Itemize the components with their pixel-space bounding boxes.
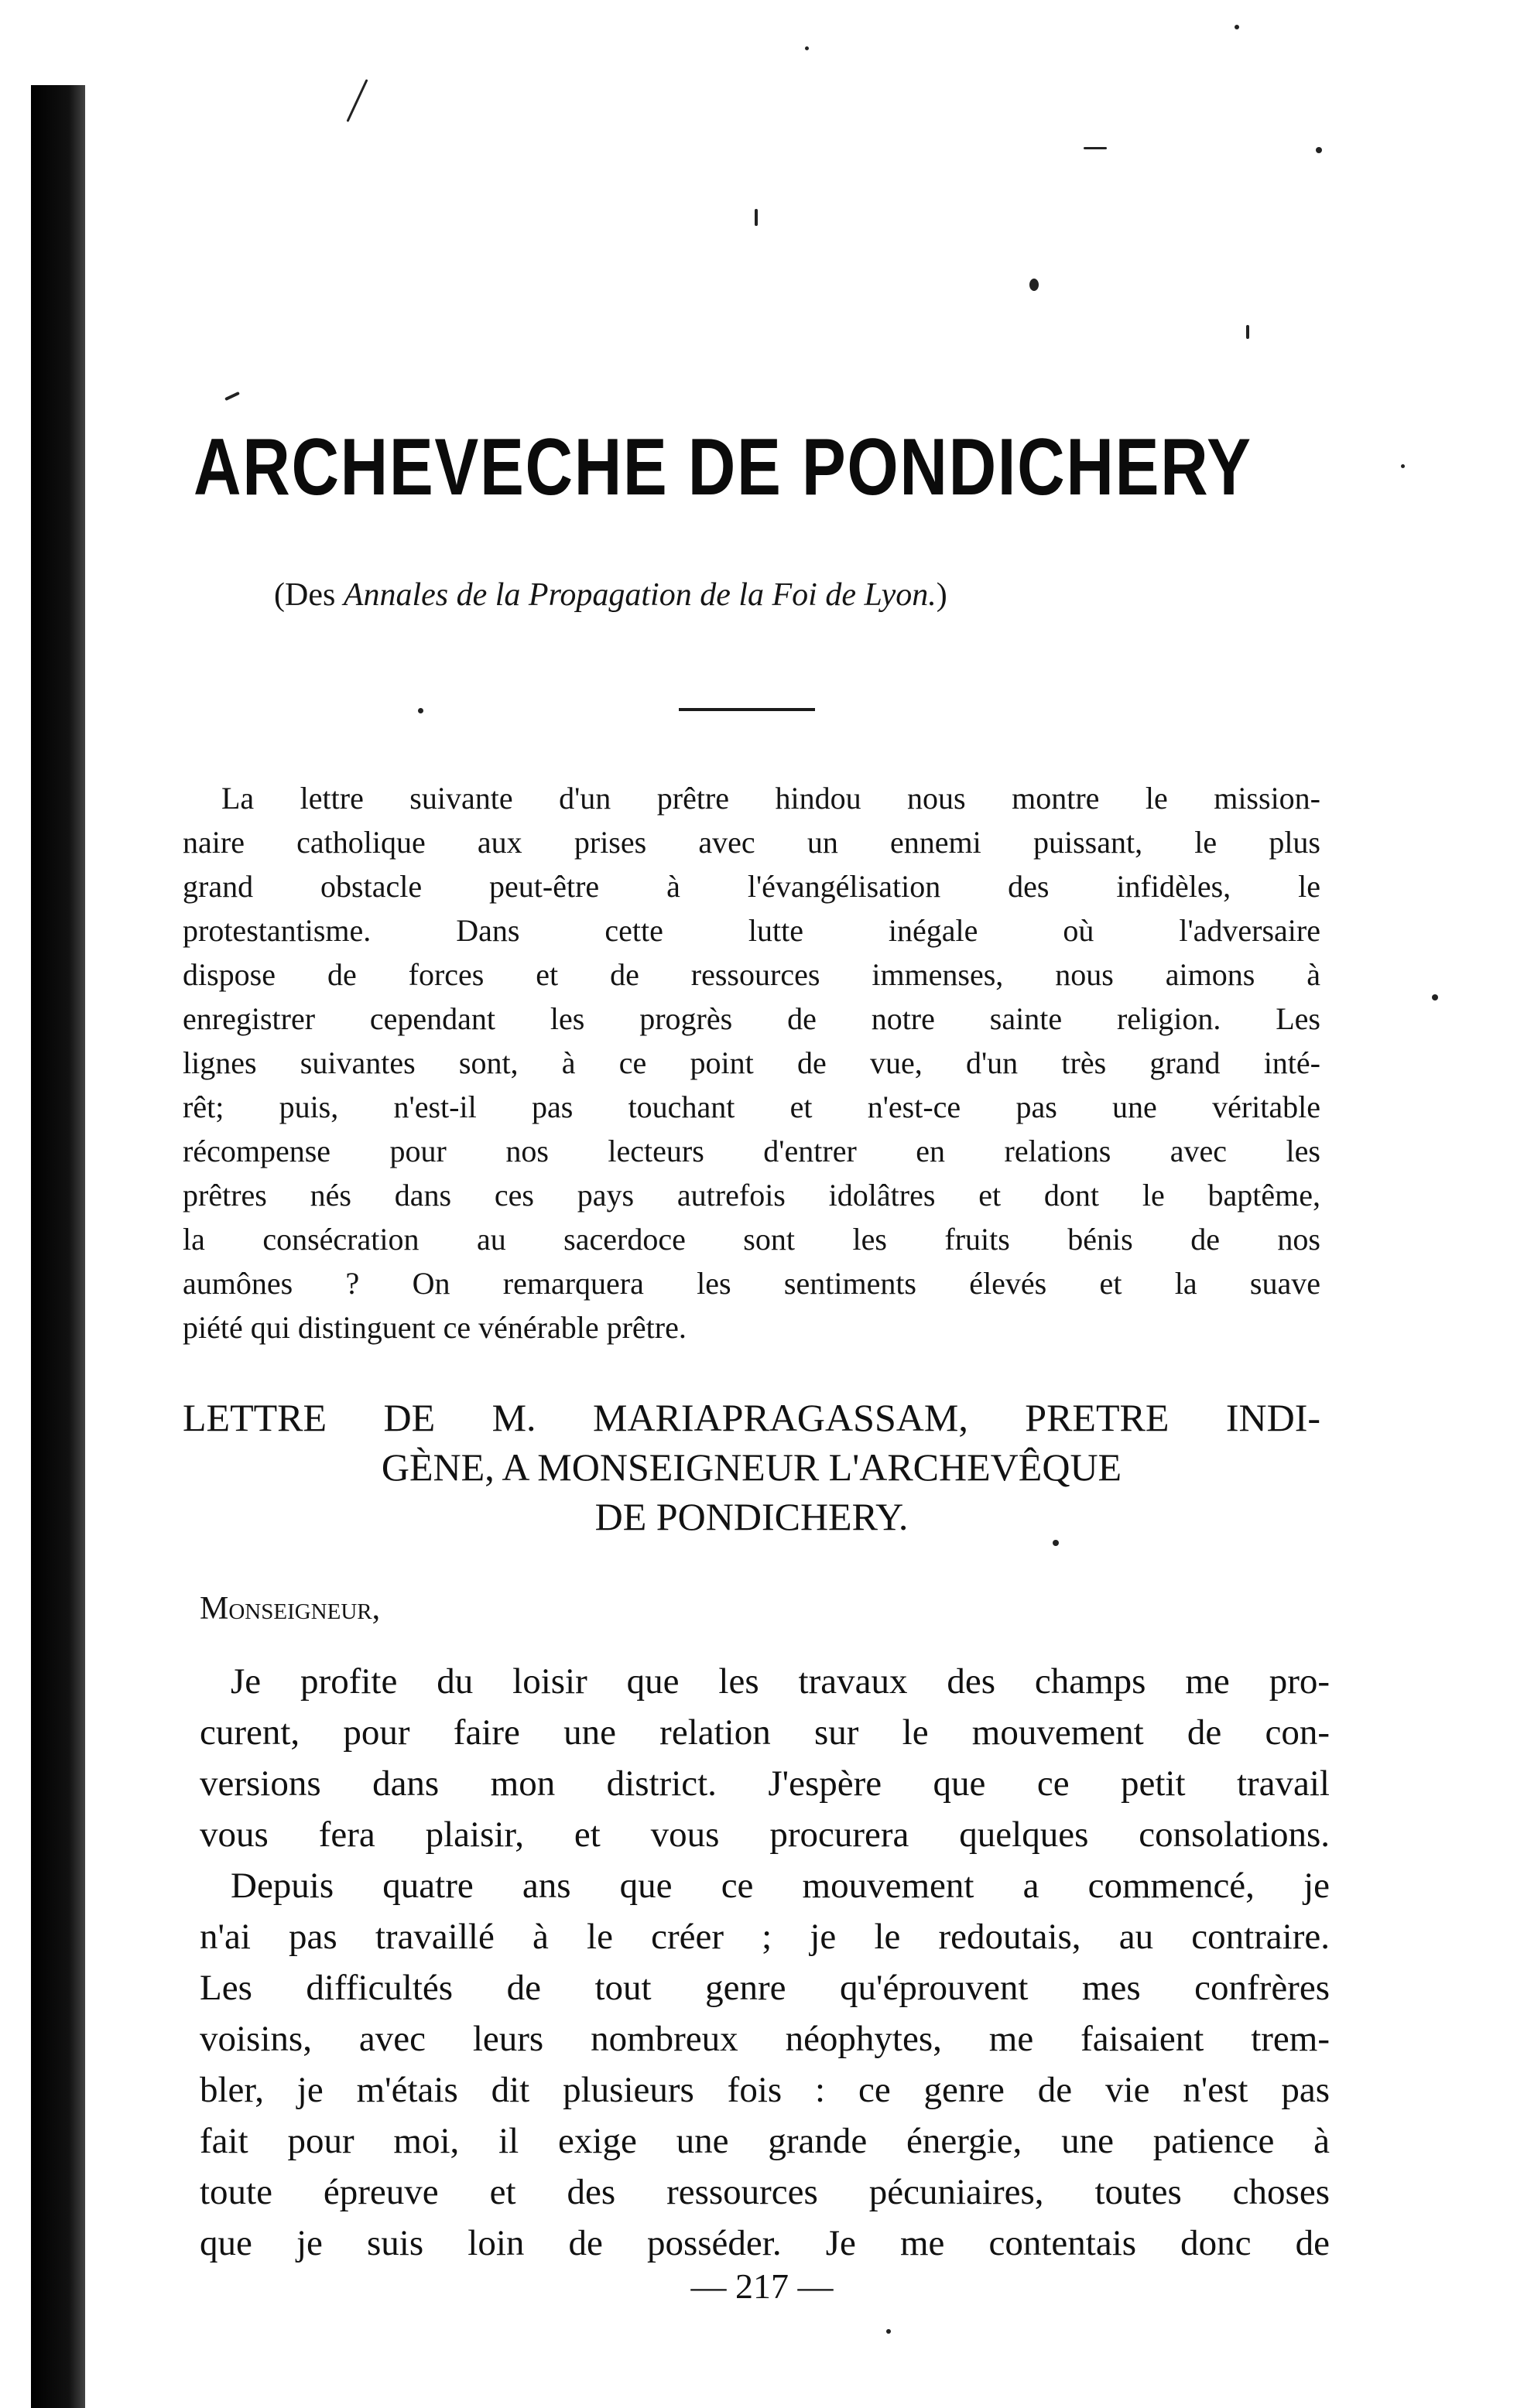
salutation: Monseigneur, [200,1591,381,1626]
body-line: que je suis loin de posséder. Je me contentais donc de [200,2223,1330,2263]
scan-speck [755,209,758,226]
scan-speck [886,2329,891,2334]
intro-line: prêtres nés dans ces pays autrefois idolâtres et dont le baptême, [183,1178,1320,1213]
intro-line: récompense pour nos lecteurs d'entrer en relations avec les [183,1134,1320,1168]
intro-paragraph [183,776,1320,1349]
intro-line: la consécration au sacerdoce sont les fruits bénis de nos [183,1222,1320,1257]
section-divider [679,708,815,711]
scan-speck [1084,147,1107,149]
body-line: Je profite du loisir que les travaux des champs me pro- [231,1661,1330,1702]
body-line: n'ai pas travaillé à le créer ; je le redoutais, au contraire. [200,1917,1330,1957]
body-line: voisins, avec leurs nombreux néophytes, me faisaient trem- [200,2019,1330,2059]
letter-heading-line: DE PONDICHERY. [594,1495,909,1538]
body-line: curent, pour faire une relation sur le mouvement de con- [200,1712,1330,1753]
source-publication: Annales de la Propagation de la Foi de Lyon. [343,577,937,613]
source-note [274,576,1319,614]
intro-line: dispose de forces et de ressources immenses, nous aimons à [183,957,1320,992]
intro-line: protestantisme. Dans cette lutte inégale où l'adversaire [183,913,1320,948]
page-number: — 217 — [690,2266,834,2306]
intro-line: piété qui distinguent ce vénérable prêtre. [183,1310,687,1345]
scan-speck [418,708,423,713]
scan-speck [1029,279,1039,291]
scan-speck [1316,147,1322,153]
page-title: ARCHEVECHE DE PONDICHERY [193,422,1252,512]
scan-speck [1235,25,1239,29]
body-line: fait pour moi, il exige une grande énergie, une patience à [200,2121,1330,2161]
intro-line: lignes suivantes sont, à ce point de vue, d'un très grand inté- [183,1045,1320,1080]
body-line: versions dans mon district. J'espère que ce petit travail [200,1763,1330,1804]
letter-body [200,1656,1330,2269]
scan-speck [224,392,240,401]
intro-line: naire catholique aux prises avec un ennemi puissant, le plus [183,825,1320,860]
intro-line: rêt; puis, n'est-il pas touchant et n'est-ce pas une véritable [183,1089,1320,1124]
intro-line: aumônes ? On remarquera les sentiments élevés et la suave [183,1266,1320,1301]
letter-heading-line: GÈNE, A MONSEIGNEUR L'ARCHEVÊQUE [381,1445,1122,1489]
scan-speck [346,79,368,122]
intro-line: La lettre suivante d'un prêtre hindou nous montre le mission- [221,781,1320,816]
scan-speck [1432,994,1438,1000]
letter-heading-line: LETTRE DE M. MARIAPRAGASSAM, PRETRE INDI- [183,1396,1320,1439]
intro-line: grand obstacle peut-être à l'évangélisation des infidèles, le [183,869,1320,904]
body-line: vous fera plaisir, et vous procurera quelques consolations. [200,1815,1330,1855]
letter-heading [183,1393,1320,1541]
source-prefix: (Des [274,577,344,613]
binding-edge [31,85,85,2408]
scan-speck [1246,325,1249,339]
scan-speck [1401,464,1405,468]
body-line: toute épreuve et des ressources pécuniaires, toutes choses [200,2172,1330,2212]
intro-line: enregistrer cependant les progrès de notre sainte religion. Les [183,1001,1320,1036]
body-line: Depuis quatre ans que ce mouvement a commencé, je [231,1866,1330,1906]
body-line: Les difficultés de tout genre qu'éprouvent mes confrères [200,1968,1330,2008]
scan-speck [805,46,809,50]
source-suffix: ) [936,577,947,613]
body-line: bler, je m'étais dit plusieurs fois : ce genre de vie n'est pas [200,2070,1330,2110]
